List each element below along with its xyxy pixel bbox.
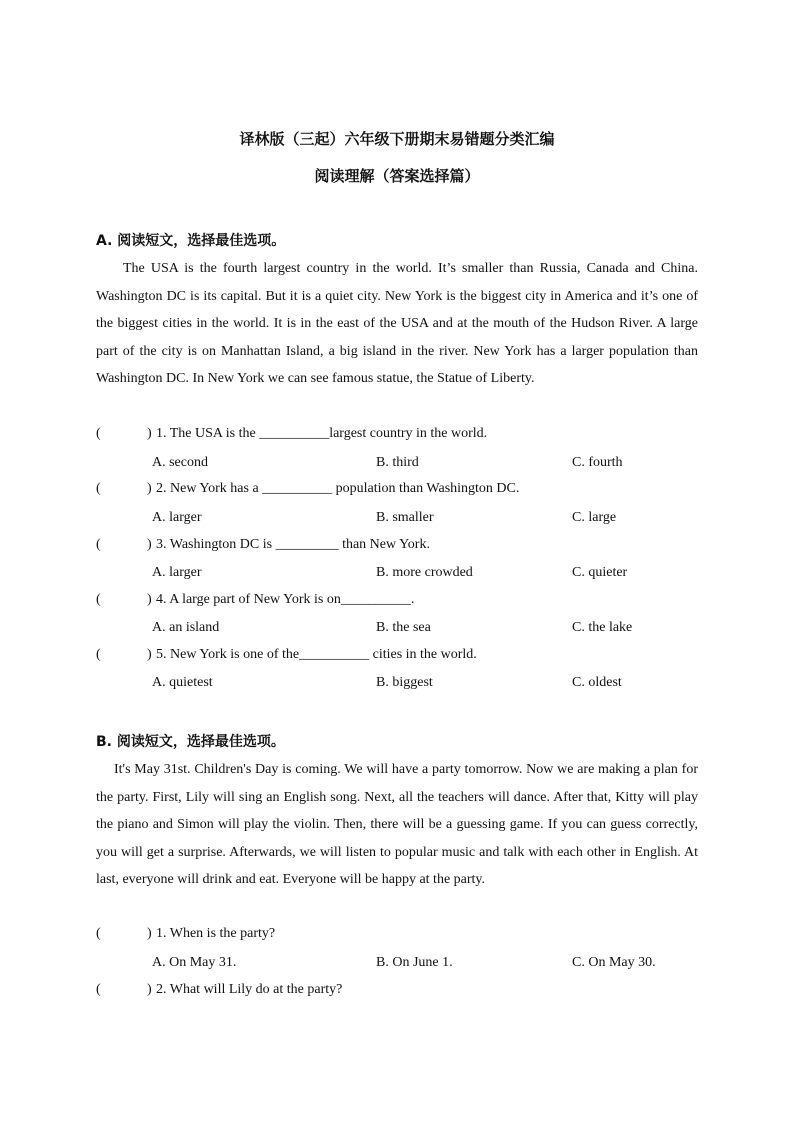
- question-stem: 3. Washington DC is _________ than New York.: [156, 537, 430, 552]
- option-b: B. more crowded: [376, 565, 473, 580]
- option-c: C. On May 30.: [572, 955, 656, 970]
- option-a: A. quietest: [152, 675, 213, 690]
- document-title: 译林版（三起）六年级下册期末易错题分类汇编: [239, 130, 555, 148]
- question-stem: 2. New York has a __________ population than Washington DC.: [156, 481, 520, 496]
- question-stem: 2. What will Lily do at the party?: [156, 982, 343, 997]
- answer-paren-close: ): [147, 926, 152, 941]
- answer-paren-close: ): [147, 982, 152, 997]
- question-stem: 1. The USA is the __________largest country in the world.: [156, 426, 488, 441]
- section-b-heading: B. 阅读短文，选择最佳选项。: [96, 734, 285, 750]
- question-row: [96, 481, 716, 501]
- answer-paren-close: ): [147, 592, 152, 607]
- section-b-passage: It's May 31st. Children's Day is coming. We will have a party tomorrow. Now we are making a plan for the party. First, Lily will sing an English song. Next, all the teachers will dance. After that, Kitty will play the piano and Simon will play the violin. Then, there will be a guessing game. If you can guess correctly, you will get a surprise. Afterwards, we will listen to popular music and talk with each other in English. At last, everyone will drink and eat. Everyone will be happy at the party.: [96, 762, 698, 888]
- answer-paren-open: (: [96, 647, 101, 662]
- question-row: [96, 982, 716, 1002]
- question-row: [96, 426, 716, 446]
- answer-paren-open: (: [96, 982, 101, 997]
- section-a-passage: The USA is the fourth largest country in the world. It’s smaller than Russia, Canada and China. Washington DC is its capital. But it is a quiet city. New York is the biggest city in America and it’s one of the biggest cities in the world. It is in the east of the USA and at the mouth of the Hudson River. A large part of the city is on Manhattan Island, a big island in the river. New York has a larger population than Washington DC. In New York we can see famous statue, the Statue of Liberty.: [96, 261, 698, 387]
- option-a: A. an island: [152, 620, 220, 635]
- document-subtitle: 阅读理解（答案选择篇）: [314, 167, 480, 185]
- option-c: C. fourth: [572, 455, 623, 470]
- answer-paren-open: (: [96, 537, 101, 552]
- question-stem: 5. New York is one of the__________ cities in the world.: [156, 647, 477, 662]
- question-row: [96, 537, 716, 557]
- option-c: C. the lake: [572, 620, 633, 635]
- question-row: [96, 926, 716, 946]
- answer-paren-close: ): [147, 647, 152, 662]
- option-b: B. smaller: [376, 510, 434, 525]
- question-stem: 1. When is the party?: [156, 926, 276, 941]
- option-a: A. larger: [152, 565, 202, 580]
- option-c: C. quieter: [572, 565, 628, 580]
- option-a: A. larger: [152, 510, 202, 525]
- answer-paren-close: ): [147, 537, 152, 552]
- option-c: C. oldest: [572, 675, 622, 690]
- option-b: B. On June 1.: [376, 955, 453, 970]
- answer-paren-open: (: [96, 926, 101, 941]
- answer-paren-open: (: [96, 481, 101, 496]
- section-a-heading: A. 阅读短文，选择最佳选项。: [96, 233, 286, 249]
- option-a: A. second: [152, 455, 208, 470]
- question-row: [96, 592, 716, 612]
- option-b: B. the sea: [376, 620, 431, 635]
- answer-paren-open: (: [96, 592, 101, 607]
- option-b: B. third: [376, 455, 419, 470]
- question-stem: 4. A large part of New York is on__________.: [156, 592, 415, 607]
- option-a: A. On May 31.: [152, 955, 237, 970]
- option-b: B. biggest: [376, 675, 433, 690]
- question-row: [96, 647, 716, 667]
- answer-paren-close: ): [147, 481, 152, 496]
- answer-paren-close: ): [147, 426, 152, 441]
- answer-paren-open: (: [96, 426, 101, 441]
- option-c: C. large: [572, 510, 617, 525]
